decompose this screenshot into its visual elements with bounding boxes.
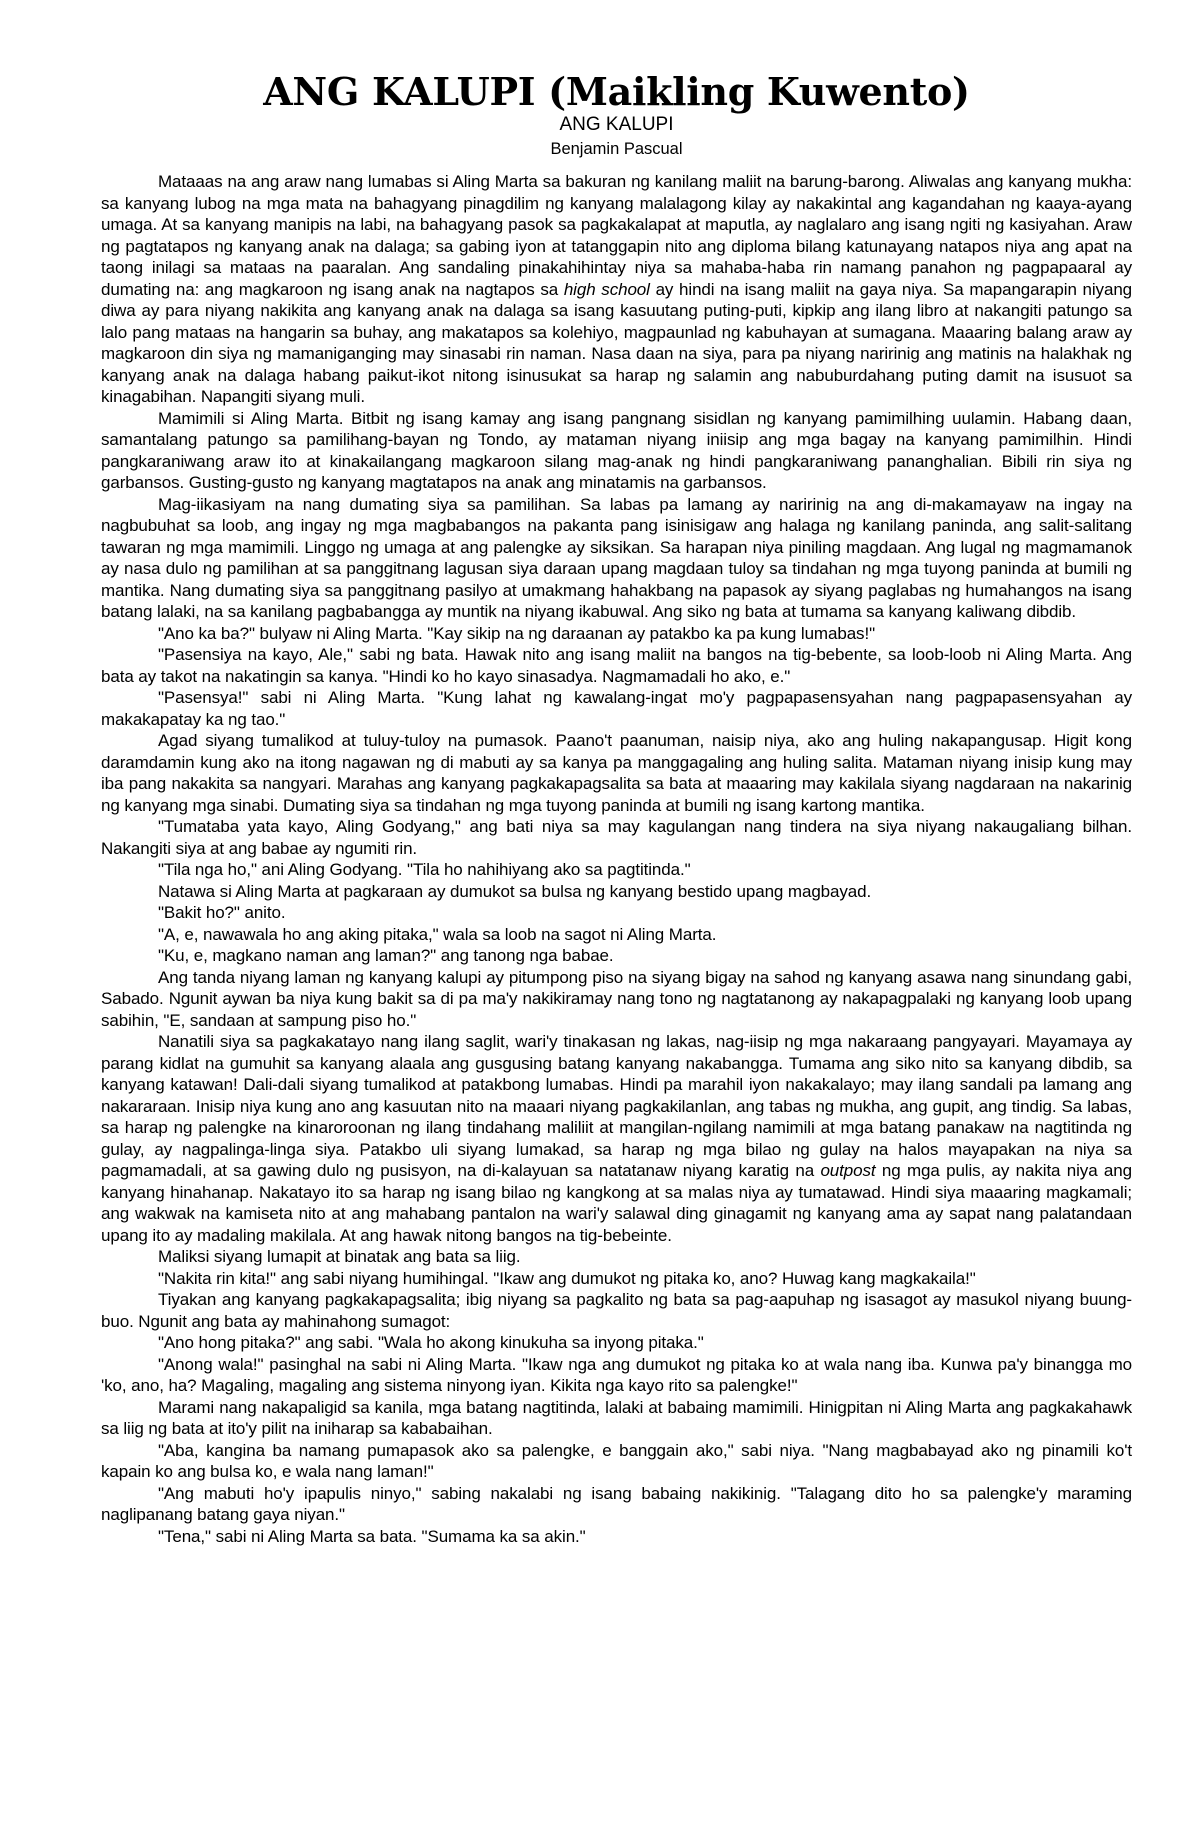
paragraph-text: "Ku, e, magkano naman ang laman?" ang tanong nga babae. bbox=[158, 946, 614, 965]
paragraph-text: Nanatili siya sa pagkakatayo nang ilang saglit, wari'y tinakasan ng lakas, nag-iisip ng mga nakaraang pangyayari. Mayamaya ay parang kidlat na gumuhit sa kanyang alaala ang gusgusing batang kanyang nakabangga. Tumama ang siko nito sa kanyang dibdib, sa kanyang katawan! Dali-dali siyang tumalikod at patakbong lumabas. Hindi pa marahil iyon nakakalayo; may ilang sandali pa lamang ang nakararaan. Inisip niya kung ano ang kasuutan nito na maaari niyang pagkakilanlan, ang tabas ng mukha, ang gupit, ang tindig. Sa labas, sa harap ng palengke na kinaroroonan ng ilang tindahang maliliit at mangilan-ngilang namimili at mga batang panakaw na nagtitinda ng gulay, ay nagpalinga-linga siya. Patakbo uli siyang lumakad, sa harap ng mga bilao ng gulay na halos mayapakan na niya sa pagmamadali, at sa gawing dulo ng pusisyon, na di-kalayuan sa natatanaw niyang karatig na bbox=[101, 1032, 1132, 1180]
paragraph-text: Natawa si Aling Marta at pagkaraan ay dumukot sa bulsa ng kanyang bestido upang magbayad. bbox=[158, 881, 872, 901]
story-paragraph bbox=[101, 945, 1132, 967]
paragraph-text: Mataaas na ang araw nang lumabas si Aling Marta sa bakuran ng kanilang maliit na barung-barong. Aliwalas ang kanyang mukha: sa kanyang lubog na mga mata na bahagyang pinagdilim ng kanyang malalagong kilay ay nakakintal ang kagandahan ng kaaya-ayang umaga. At sa kanyang manipis na labi, na bahagyang pasok sa pagkakalapat at maputla, ay naglalaro ang isang ngiti ng kasiyahan. Araw ng pagtatapos ng kanyang anak na dalaga; sa gabing iyon at tatanggapin nito ang diploma bilang katunayang natapos niya ang apat na taong inilagi sa mataas na paaralan. Ang sandaling pinakahihintay niya sa mahaba-haba rin namang panahon ng pagpapaaral ay dumating na: ang magkaroon ng isang anak na nagtapos sa bbox=[101, 172, 1132, 299]
story-paragraph bbox=[101, 623, 1132, 645]
story-paragraph bbox=[101, 859, 1132, 881]
story-body bbox=[101, 171, 1132, 1547]
story-paragraph bbox=[101, 494, 1132, 623]
story-title: ANG KALUPI bbox=[559, 114, 674, 135]
author-name: Benjamin Pascual bbox=[550, 140, 683, 158]
paragraph-text: "Tumataba yata kayo, Aling Godyang," ang bati niya sa may kagulangan nang tindera na siya niyang nakaugaliang bilhan. Nakangiti siya at ang babae ay ngumiti rin. bbox=[101, 817, 1132, 858]
paragraph-text: "Ano ka ba?" bulyaw ni Aling Marta. "Kay sikip na ng daraanan ay patakbo ka pa kung lumabas!" bbox=[158, 623, 876, 643]
paragraph-text: "Pasensiya na kayo, Ale," sabi ng bata. Hawak nito ang isang maliit na bangos na tig-bebente, sa loob-loob ni Aling Marta. Ang bata ay takot na nakatingin sa kanya. "Hindi ko ho kayo sinasadya. Nagmamadali ho ako, e." bbox=[101, 645, 1132, 686]
story-paragraph bbox=[101, 1246, 1132, 1268]
paragraph-text: Marami nang nakapaligid sa kanila, mga batang nagtitinda, lalaki at babaing mamimili. Hinigpitan ni Aling Marta ang pagkakahawk sa liig ng bata at ito'y pilit na iniharap sa kababaihan. bbox=[101, 1397, 1132, 1438]
paragraph-text: Ang tanda niyang laman ng kanyang kalupi ay pitumpong piso na siyang bigay na sahod ng kanyang asawa nang sinundang gabi, Sabado. Ngunit aywan ba niya kung bakit sa di pa ma'y nakikiramay nang tono ng nagtatanong ay nakapagpalaki ng kanyang loob upang sabihin, "E, sandaan at sampung piso ho." bbox=[101, 967, 1132, 1030]
story-paragraph bbox=[101, 171, 1132, 408]
paragraph-text: "Tena," sabi ni Aling Marta sa bata. "Sumama ka sa akin." bbox=[158, 1526, 586, 1546]
paragraph-text: "Anong wala!" pasinghal na sabi ni Aling Marta. "Ikaw nga ang dumukot ng pitaka ko at wala nang iba. Kunwa pa'y binangga mo 'ko, ano, ha? Magaling, magaling ang sistema ninyong iyan. Kikita nga kayo rito sa palengke!" bbox=[101, 1354, 1132, 1395]
story-paragraph bbox=[101, 1031, 1132, 1246]
paragraph-text: ng mga pulis, ay nakita niya ang kanyang hinahanap. Nakatayo ito sa harap ng isang bilao ng kangkong at sa malas niya ay tumatawad. Hindi siya maaaring magkamali; ang wakwak na kamiseta nito at ang mahabang pantalon na wari'y salawal ding ginagamit ng kanyang ama ay sapat nang palatandaan upang ito ay madaling makilala. At ang hawak nitong bangos na tig-bebeinte. bbox=[101, 1161, 1132, 1245]
paragraph-text: "Aba, kangina ba namang pumapasok ako sa palengke, e banggain ako," sabi niya. "Nang magbabayad ako ng pinamili ko't kapain ko ang bulsa ko, e wala nang laman!" bbox=[101, 1440, 1132, 1481]
paragraph-text: "A, e, nawawala ho ang aking pitaka," wala sa loob na sagot ni Aling Marta. bbox=[158, 924, 717, 944]
paragraph-text: Mamimili si Aling Marta. Bitbit ng isang kamay ang isang pangnang sisidlan ng kanyang pamimilhing uulamin. Habang daan, samantalang patungo sa pamilihang-bayan ng Tondo, ay mataman niyang iniisip ang mga bagay na kanyang pamimilhin. Hindi pangkaraniwang araw ito at kinakailangang magkaroon silang mag-anak ng hindi pangkaraniwang pananghalian. Bibili rin siya ng garbansos. Gusting-gusto ng kanyang magtatapos na anak ang minatamis na garbansos. bbox=[101, 408, 1132, 492]
paragraph-text: ay hindi na isang maliit na gaya niya. Sa mapangarapin niyang diwa ay para niyang nakikita ang kanyang anak na dalaga sa isang kasuutang puting-puti, kipkip ang ilang libro at nakangiti patungo sa lalo pang mataas na hangarin sa buhay, ang makatapos sa kolehiyo, magpaunlad ng kabuhayan at sumagana. Maaaring balang araw ay magkaroon din siya ng mamaniganging may sinasabi rin naman. Nasa daan na siya, para pa niyang naririnig ang matinis na halakhak ng kanyang anak na dalaga habang paikut-ikot nitong isinusukat sa harap ng salamin ang nabuburdahang puting damit na isusuot sa kinagabihan. Napangiti siyang muli. bbox=[101, 279, 1133, 406]
paragraph-text: Agad siyang tumalikod at tuluy-tuloy na pumasok. Paano't paanuman, naisip niya, ako ang huling nakapangusap. Higit kong daramdamin kung ako na itong nagawan ng di mabuti ay sa kanya pa manggagaling ang huling salita. Mataman niyang inisip kung may iba pang nakakita sa nangyari. Marahas ang kanyang pagkakapagsalita sa bata at maaaring may kakilala siyang nagdaraan na nakarinig ng kanyang mga sinabi. Dumating siya sa tindahan ng mga tuyong paninda at bumili ng isang kartong mantika. bbox=[101, 731, 1132, 815]
paragraph-text: Maliksi siyang lumapit at binatak ang bata sa liig. bbox=[158, 1247, 521, 1266]
story-paragraph bbox=[101, 1397, 1132, 1440]
story-paragraph bbox=[101, 1332, 1132, 1354]
story-paragraph bbox=[101, 1289, 1132, 1332]
paragraph-text: "Tila nga ho," ani Aling Godyang. "Tila ho nahihiyang ako sa pagtitinda." bbox=[158, 860, 691, 879]
story-paragraph bbox=[101, 687, 1132, 730]
story-paragraph bbox=[101, 1268, 1132, 1290]
story-paragraph bbox=[101, 881, 1132, 903]
story-paragraph bbox=[101, 902, 1132, 924]
italic-term: high school bbox=[563, 279, 650, 299]
story-paragraph bbox=[101, 730, 1132, 816]
story-paragraph bbox=[101, 924, 1132, 946]
paragraph-text: "Nakita rin kita!" ang sabi niyang humihingal. "Ikaw ang dumukot ng pitaka ko, ano? Huwag kang magkakaila!" bbox=[158, 1268, 976, 1288]
story-paragraph bbox=[101, 1483, 1132, 1526]
story-paragraph bbox=[101, 967, 1132, 1032]
paragraph-text: "Pasensya!" sabi ni Aling Marta. "Kung lahat ng kawalang-ingat mo'y pagpapasensyahan nang pagpapasensyahan ay makakapatay ka ng tao." bbox=[101, 688, 1132, 729]
document-title: ANG KALUPI (Maikling Kuwento) bbox=[263, 69, 970, 114]
paragraph-text: Mag-iikasiyam na nang dumating siya sa pamilihan. Sa labas pa lamang ay naririnig na ang di-makamayaw na ingay na nagbubuhat sa loob, ang ingay ng mga magbabangos na pakanta pang isinisigaw ang halaga ng kanilang paninda, ang salit-salitang tawaran ng mga mamimili. Linggo ng umaga at ang palengke ay siksikan. Sa harapan niya piniling magdaan. Ang lugal ng magmamanok ay nasa dulo ng pamilihan at sa panggitnang lagusan siya daraan upang magdaan tuloy sa tindahan ng mga tuyong paninda at bumili ng mantika. Nang dumating siya sa panggitnang pasilyo at umakmang hahakbang na papasok ay siyang paglabas ng humahangos na isang batang lalaki, na sa kanilang pagbabangga ay muntik na niyang ikabuwal. Ang siko ng bata at tumama sa kanyang kaliwang dibdib. bbox=[101, 494, 1132, 621]
paragraph-text: Tiyakan ang kanyang pagkakapagsalita; ibig niyang sa pagkalito ng bata sa pag-aapuhap ng isasagot ay masukol niyang buung-buo. Ngunit ang bata ay mahinahong sumagot: bbox=[101, 1290, 1132, 1331]
paragraph-text: "Ano hong pitaka?" ang sabi. "Wala ho akong kinukuha sa inyong pitaka." bbox=[158, 1333, 704, 1352]
italic-term: outpost bbox=[820, 1161, 876, 1180]
paragraph-text: "Bakit ho?" anito. bbox=[158, 903, 286, 922]
story-paragraph bbox=[101, 816, 1132, 859]
story-paragraph bbox=[101, 408, 1132, 494]
story-paragraph bbox=[101, 1440, 1132, 1483]
paragraph-text: "Ang mabuti ho'y ipapulis ninyo," sabing nakalabi ng isang babaing nakikinig. "Talagang dito ho sa palengke'y maraming naglipanang batang gaya niyan." bbox=[101, 1483, 1132, 1524]
story-paragraph bbox=[101, 1526, 1132, 1548]
story-paragraph bbox=[101, 644, 1132, 687]
story-paragraph bbox=[101, 1354, 1132, 1397]
